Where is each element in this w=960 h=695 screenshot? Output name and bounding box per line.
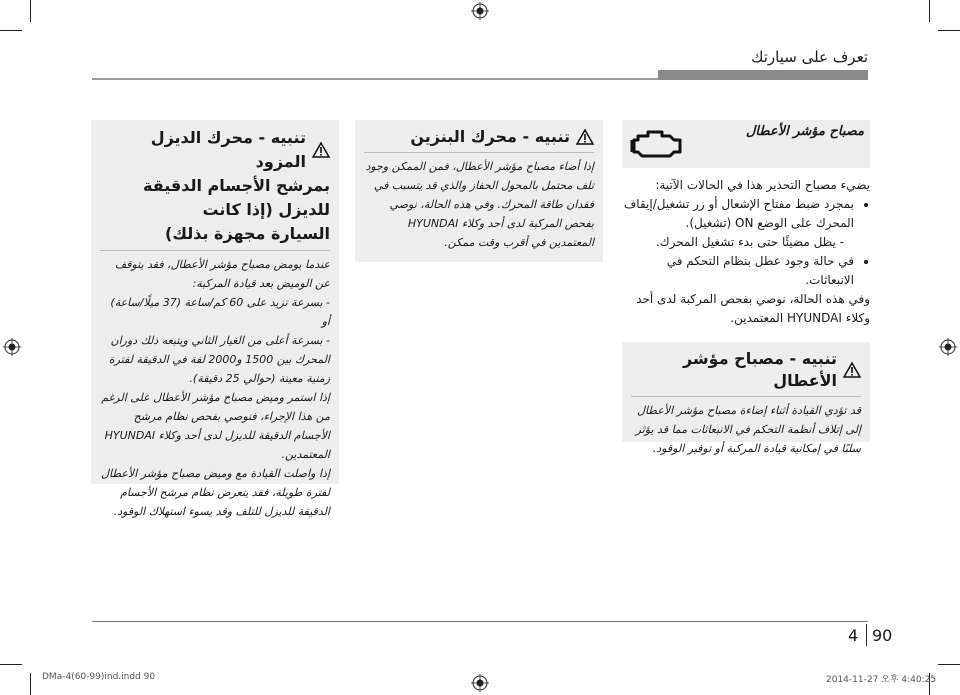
warning-paragraph: - بسرعة أعلى من الغيار الثاني ويتبعه ذلك دوران المحرك بين 1500 و2000 لفة في الدقيقة لفترة زمنية معينة (حوالي 25 دقيقة). [108, 334, 330, 385]
warning-paragraph: - بسرعة تزيد على 60 كم/ساعة (37 ميلًا/ساعة) أو [110, 296, 330, 328]
print-timestamp: 2014-11-27 오후 4:40:25 [826, 675, 937, 685]
warning-triangle-icon [576, 129, 594, 145]
warning-paragraph: إذا استمر وميض مصباح مؤشر الأعطال على الرغم من هذا الإجراء، فنوصي بفحص نظام مرشح الأجسام الدقيقة للديزل لدى أحد وكلاء HYUNDAI المعتمدين. [101, 391, 330, 461]
chapter-number: 4 [848, 626, 859, 645]
page-number: 90 [872, 626, 893, 645]
crop-mark [938, 30, 960, 31]
warning-triangle-icon [312, 142, 330, 158]
warning-body: قد تؤدي القيادة أثناء إضاءة مصباح مؤشر الأعطال إلى إتلاف أنظمة التحكم في الانبعاثات مما قد يؤثر سلبًا في إمكانية قيادة المركبة أو توفير الوقود. [635, 404, 861, 455]
footer-divider [866, 624, 867, 646]
crop-mark [30, 0, 31, 22]
indicator-heading: مصباح مؤشر الأعطال [745, 124, 864, 139]
crop-mark [929, 0, 930, 22]
footer-rule [92, 621, 868, 622]
list-item: • في حالة وجود عطل بنظام التحكم في الانبعاثات. [622, 252, 854, 290]
warning-body: إذا أضاء مصباح مؤشر الأعطال، فمن الممكن وجود تلف محتمل بالمحول الحفاز والذي قد يتسبب في فقدان طاقة المحرك. وفي هذه الحالة، نوصي بفحص المركبة لدى أحد وكلاء HYUNDAI المعتمدين في أقرب وقت ممكن. [365, 160, 594, 249]
registration-mark-icon [3, 338, 21, 356]
list-item: • بمجرد ضبط مفتاح الإشعال أو زر تشغيل/إيقاف المحرك على الوضع ON (تشغيل). - يظل مضيئًا حتى بدء تشغيل المحرك. [622, 195, 854, 252]
registration-mark-icon [939, 338, 957, 356]
header-bar [658, 70, 868, 80]
list-subitem: - يظل مضيئًا حتى بدء تشغيل المحرك. [655, 235, 844, 249]
crop-mark [0, 664, 22, 665]
check-engine-icon [630, 128, 684, 162]
note-text: وفي هذه الحالة، نوصي بفحص المركبة لدى أحد وكلاء HYUNDAI المعتمدين. [636, 292, 870, 325]
warning-paragraph: عندما يومض مصباح مؤشر الأعطال، فقد يتوقف عن الوميض بعد قيادة المركبة: [114, 258, 330, 290]
registration-mark-icon [471, 2, 489, 20]
warning-box-gasoline [355, 120, 603, 262]
warning-box-mil [622, 342, 870, 455]
indicator-description [622, 176, 870, 328]
warning-triangle-icon [843, 362, 861, 378]
file-info: DMa-4(60-99)ind.indd 90 [42, 672, 156, 682]
warning-title: تنبيه - مصباح مؤشر الأعطال [631, 348, 861, 397]
section-title: تعرف على سيارتك [751, 48, 868, 66]
registration-mark-icon [471, 674, 489, 692]
warning-box-diesel [91, 120, 339, 518]
intro-text: يضيء مصباح التحذير هذا في الحالات الآتية: [655, 178, 870, 192]
warning-paragraph: إذا واصلت القيادة مع وميض مصباح مؤشر الأعطال لفترة طويلة، فقد يتعرض نظام مرشح الأجسام الدقيقة للديزل للتلف وقد يسوء استهلاك الوقود. [100, 467, 330, 518]
warning-title: تنبيه - محرك الديزل المزود بمرشح الأجسام الدقيقة للديزل (إذا كانت السيارة مجهزة بذلك) [100, 126, 330, 251]
crop-mark [938, 664, 960, 665]
crop-mark [30, 673, 31, 695]
crop-mark [0, 30, 22, 31]
warning-title: تنبيه - محرك البنزين [364, 126, 594, 153]
indicator-panel [622, 120, 870, 168]
